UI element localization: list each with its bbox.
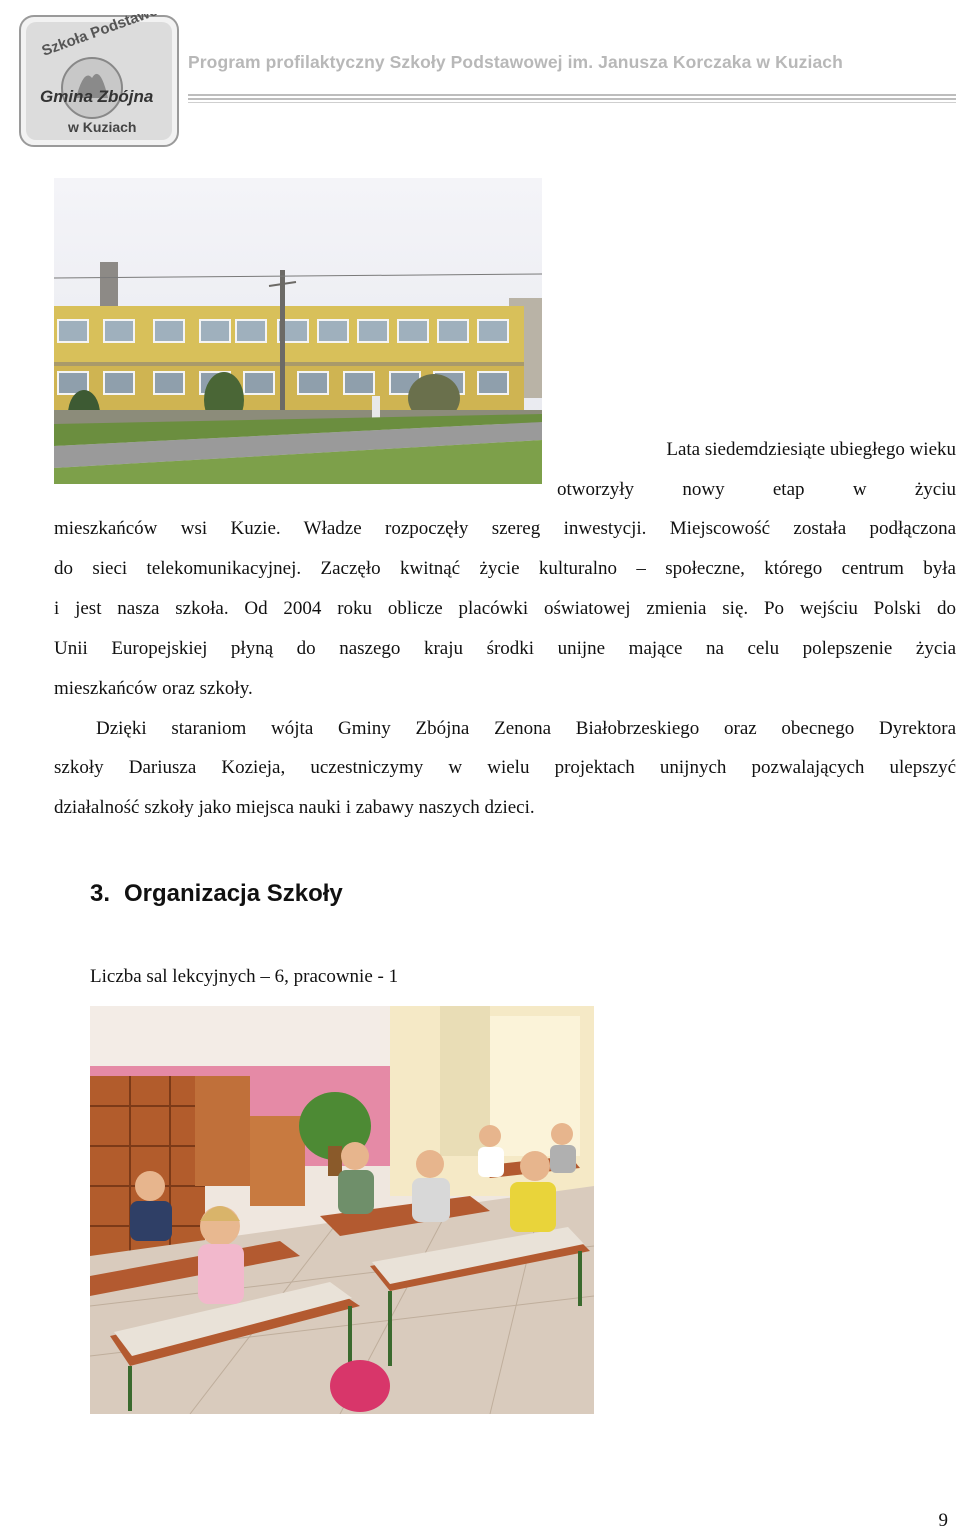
section-number: 3. [90, 880, 111, 907]
paragraph-line: otworzyły nowy etap w życiu [557, 479, 956, 500]
svg-text:Gmina Zbójna: Gmina Zbójna [40, 87, 154, 106]
school-building-photo [54, 178, 542, 484]
paragraph-line: Unii Europejskiej płyną do naszego kraju środki unijne mające na celu polepszenie życia [54, 638, 956, 659]
school-logo [18, 14, 180, 148]
paragraph-line: i jest nasza szkoła. Od 2004 roku oblicze placówki oświatowej zmienia się. Po wejściu Polski do [54, 598, 956, 619]
classroom-photo [90, 1006, 594, 1414]
paragraph-line: do sieci telekomunikacyjnej. Zaczęło kwitnąć życie kulturalno – społeczne, którego centrum była [54, 558, 956, 579]
classroom-count-text: Liczba sal lekcyjnych – 6, pracownie - 1 [90, 966, 399, 987]
header-title: Program profilaktyczny Szkoły Podstawowej im. Janusza Korczaka w Kuziach [188, 52, 843, 72]
svg-text:Szkoła Podstawowa: Szkoła [39, 27, 91, 60]
section-title: Organizacja Szkoły [124, 880, 343, 907]
section-heading [90, 880, 343, 908]
svg-text:w Kuziach: w Kuziach [68, 119, 137, 135]
header-divider [188, 94, 956, 96]
paragraph-line: mieszkańców oraz szkoły. [54, 678, 253, 699]
paragraph-line: Dzięki staraniom wójta Gminy Zbójna Zenona Białobrzeskiego oraz obecnego Dyrektora [96, 718, 956, 739]
page-number: 9 [938, 1510, 948, 1531]
header-divider [188, 98, 956, 100]
paragraph-line: Lata siedemdziesiąte ubiegłego wieku [666, 439, 956, 460]
paragraph-line: szkoły Dariusza Kozieja, uczestniczymy w wielu projektach unijnych pozwalających ulepszyć [54, 757, 956, 778]
paragraph-line: mieszkańców wsi Kuzie. Władze rozpoczęły szereg inwestycji. Miejscowość została podłączona [54, 518, 956, 539]
header-divider [188, 102, 956, 103]
paragraph-line: działalność szkoły jako miejsca nauki i zabawy naszych dzieci. [54, 797, 535, 818]
